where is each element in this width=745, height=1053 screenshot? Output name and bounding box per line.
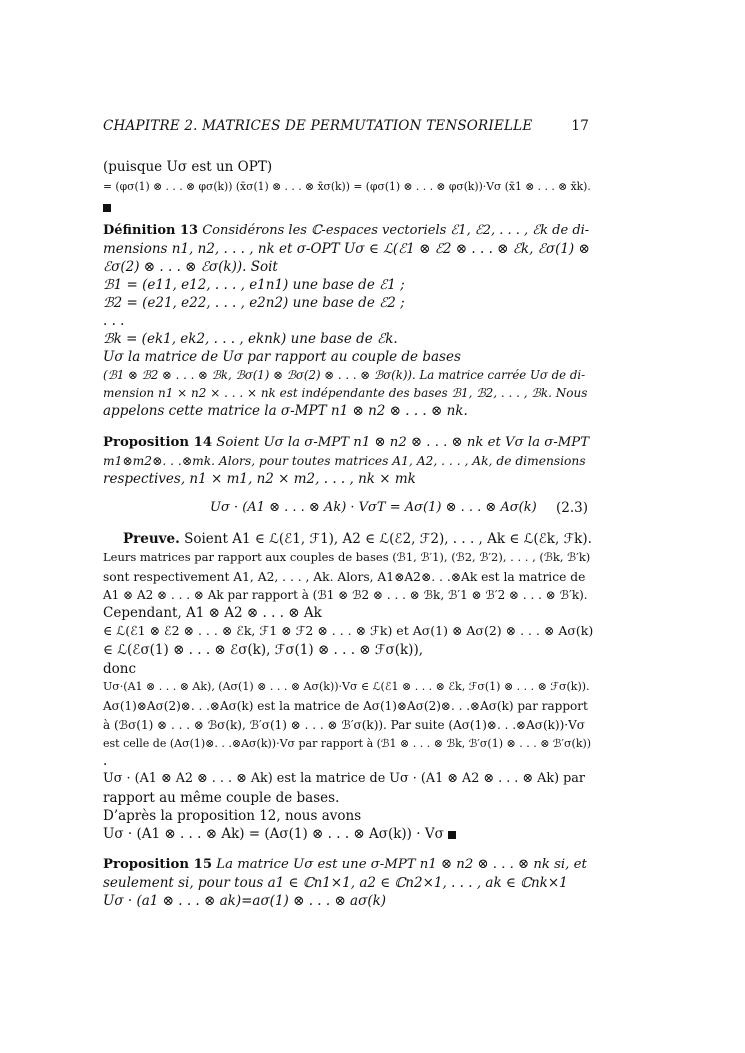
proof-line: Uσ · (A1 ⊗ . . . ⊗ Ak) = (Aσ(1) ⊗ . . . ⊗ Aσ(k)) · Vσ xyxy=(103,825,593,843)
proposition-line: respectives, n1 × m1, n2 × m2, . . . , nk × mk xyxy=(103,471,416,487)
definition-line: mensions n1, n2, . . . , nk et σ-OPT Uσ ∈ ℒ(ℰ1 ⊗ ℰ2 ⊗ . . . ⊗ ℰk, ℰσ(1) ⊗ xyxy=(103,241,590,257)
definition-line: ℬ2 = (e21, e22, . . . , e2n2) une base de ℰ2 ; xyxy=(103,295,405,311)
page-number: 17 xyxy=(571,118,589,134)
text-line: = (φσ(1) ⊗ . . . ⊗ φσ(k)) (x̄σ(1) ⊗ . . . ⊗ x̄σ(k)) = (φσ(1) ⊗ . . . ⊗ φσ(k))·Vσ (x̄1 ⊗ . . . ⊗ x̄k). xyxy=(103,180,591,193)
proposition-line: seulement si, pour tous a1 ∈ ℂn1×1, a2 ∈ ℂn2×1, . . . , ak ∈ ℂnk×1 xyxy=(103,875,568,891)
qed-square-icon xyxy=(448,831,456,839)
proposition-line: m1⊗m2⊗. . .⊗mk. Alors, pour toutes matrices A1, A2, . . . , Ak, de dimensions xyxy=(103,454,586,468)
proof-line: rapport au même couple de bases. xyxy=(103,790,340,806)
equation: Uσ · (A1 ⊗ . . . ⊗ Ak) · VσT = Aσ(1) ⊗ . . . ⊗ Aσ(k) xyxy=(210,500,537,515)
proposition-label: Proposition 14 xyxy=(103,435,213,450)
proof-line: sont respectivement A1, A2, . . . , Ak. Alors, A1⊗A2⊗. . .⊗Ak est la matrice de xyxy=(103,570,586,584)
definition-line: Uσ la matrice de Uσ par rapport au couple de bases xyxy=(103,349,461,365)
qed-square-icon xyxy=(103,204,111,212)
proof-line: D’après la proposition 12, nous avons xyxy=(103,808,362,824)
proof-line: Uσ · (A1 ⊗ A2 ⊗ . . . ⊗ Ak) est la matrice de Uσ · (A1 ⊗ A2 ⊗ . . . ⊗ Ak) par xyxy=(103,771,585,786)
proof-line: ∈ ℒ(ℰσ(1) ⊗ . . . ⊗ ℰσ(k), ℱσ(1) ⊗ . . . ⊗ ℱσ(k)), xyxy=(103,642,424,658)
proof-line: à (ℬσ(1) ⊗ . . . ⊗ ℬσ(k), ℬ′σ(1) ⊗ . . . ⊗ ℬ′σ(k)). Par suite (Aσ(1)⊗. . .⊗Aσ(k))·Vσ xyxy=(103,718,585,732)
definition-line: ℬ1 = (e11, e12, . . . , e1n1) une base de ℰ1 ; xyxy=(103,277,405,293)
definition-line: ℬk = (ek1, ek2, . . . , eknk) une base de ℰk. xyxy=(103,331,398,347)
text-line: (puisque Uσ est un OPT) xyxy=(103,159,273,175)
proposition-15-line: Proposition 15 La matrice Uσ est une σ-MPT n1 ⊗ n2 ⊗ . . . ⊗ nk si, et xyxy=(103,857,587,872)
proof-line: A1 ⊗ A2 ⊗ . . . ⊗ Ak par rapport à (ℬ1 ⊗ ℬ2 ⊗ . . . ⊗ ℬk, ℬ′1 ⊗ ℬ′2 ⊗ . . . ⊗ ℬ′k). xyxy=(103,588,588,602)
proof-line: Aσ(1)⊗Aσ(2)⊗. . .⊗Aσ(k) est la matrice de Aσ(1)⊗Aσ(2)⊗. . .⊗Aσ(k) par rapport xyxy=(103,699,588,713)
proof-line: Preuve. Soient A1 ∈ ℒ(ℰ1, ℱ1), A2 ∈ ℒ(ℰ2, ℱ2), . . . , Ak ∈ ℒ(ℰk, ℱk). xyxy=(123,531,592,547)
running-header xyxy=(103,118,589,134)
definition-line: appelons cette matrice la σ-MPT n1 ⊗ n2 ⊗ . . . ⊗ nk. xyxy=(103,403,468,419)
definition-line: ℰσ(2) ⊗ . . . ⊗ ℰσ(k)). Soit xyxy=(103,259,278,275)
definition-13-line: Définition 13 Considérons les ℂ-espaces vectoriels ℰ1, ℰ2, . . . , ℰk de di- xyxy=(103,223,590,238)
proof-line: ∈ ℒ(ℰ1 ⊗ ℰ2 ⊗ . . . ⊗ ℰk, ℱ1 ⊗ ℱ2 ⊗ . . . ⊗ ℱk) et Aσ(1) ⊗ Aσ(2) ⊗ . . . ⊗ Aσ(k) xyxy=(103,623,594,638)
qed-line xyxy=(103,198,593,216)
proof-label: Preuve. xyxy=(123,531,180,547)
proof-line: Uσ·(A1 ⊗ . . . ⊗ Ak), (Aσ(1) ⊗ . . . ⊗ Aσ(k))·Vσ ∈ ℒ(ℰ1 ⊗ . . . ⊗ ℰk, ℱσ(1) ⊗ . . . ⊗ ℱσ(k)). xyxy=(103,680,590,693)
proposition-label: Proposition 15 xyxy=(103,857,213,872)
proof-line: donc xyxy=(103,661,137,677)
chapter-title: CHAPITRE 2. MATRICES DE PERMUTATION TENSORIELLE xyxy=(103,118,533,134)
definition-line: . . . xyxy=(103,313,125,329)
equation-number: (2.3) xyxy=(556,500,589,516)
definition-line: (ℬ1 ⊗ ℬ2 ⊗ . . . ⊗ ℬk, ℬσ(1) ⊗ ℬσ(2) ⊗ . . . ⊗ ℬσ(k)). La matrice carrée Uσ de di- xyxy=(103,368,586,382)
proof-line: . xyxy=(103,753,108,769)
proposition-14-line: Proposition 14 Soient Uσ la σ-MPT n1 ⊗ n2 ⊗ . . . ⊗ nk et Vσ la σ-MPT xyxy=(103,435,590,450)
definition-label: Définition 13 xyxy=(103,223,199,238)
definition-line: mension n1 × n2 × . . . × nk est indépendante des bases ℬ1, ℬ2, . . . , ℬk. Nous xyxy=(103,386,588,400)
proof-line: est celle de (Aσ(1)⊗. . .⊗Aσ(k))·Vσ par rapport à (ℬ1 ⊗ . . . ⊗ ℬk, ℬ′σ(1) ⊗ . . . ⊗ ℬ′σ(k)) xyxy=(103,737,592,750)
proof-line: Leurs matrices par rapport aux couples de bases (ℬ1, ℬ′1), (ℬ2, ℬ′2), . . . , (ℬk, ℬ′k) xyxy=(103,550,591,564)
proof-line: Cependant, A1 ⊗ A2 ⊗ . . . ⊗ Ak xyxy=(103,605,322,621)
proposition-line: Uσ · (a1 ⊗ . . . ⊗ ak)=aσ(1) ⊗ . . . ⊗ aσ(k) xyxy=(103,893,387,909)
